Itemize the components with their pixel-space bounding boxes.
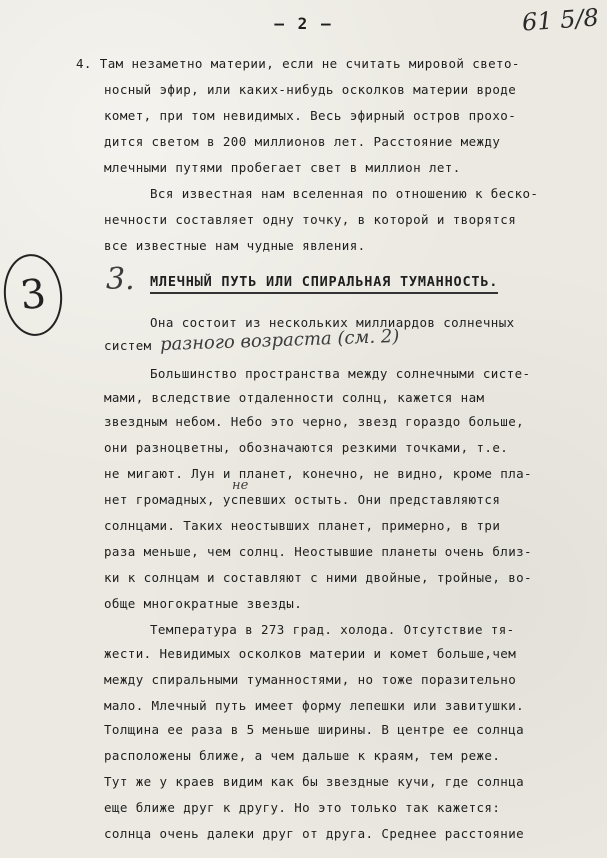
text-line: не мигают. Лун и планет, конечно, не видно, кроме пла-	[104, 466, 532, 481]
text-line: систем	[104, 338, 152, 353]
text-line: ки к солнцам и составляют с ними двойные, тройные, во-	[104, 570, 532, 585]
text-line: Вся известная нам вселенная по отношению к беско-	[150, 186, 539, 201]
text-line: звездным небом. Небо это черно, звезд гораздо больше,	[104, 414, 525, 429]
text-line: Большинство пространства между солнечными систе-	[150, 366, 531, 381]
text-line: расположены ближе, а чем дальше к краям, тем реже.	[104, 748, 501, 763]
text-line: солнцами. Таких неостывших планет, примерно, в три	[104, 518, 501, 533]
text-line: млечными путями пробегает свет в миллион лет.	[104, 160, 461, 175]
circled-section-mark: 3	[0, 251, 66, 339]
text-line: еще ближе друг к другу. Но это только так кажется:	[104, 800, 501, 815]
handwritten-section-number: 3.	[106, 262, 135, 297]
handwritten-insertion: разного возраста (см. 2)	[159, 325, 400, 356]
text-line: раза меньше, чем солнц. Неостывшие планеты очень близ-	[104, 544, 532, 559]
text-line: обще многократные звезды.	[104, 596, 303, 611]
text-line: нечности составляет одну точку, в которой и творятся	[104, 212, 517, 227]
text-line: между спиральными туманностями, но тоже поразительно	[104, 672, 517, 687]
text-line: комет, при том невидимых. Весь эфирный остров прохо-	[104, 108, 517, 123]
text-line: Температура в 273 град. холода. Отсутствие тя-	[150, 622, 515, 637]
text-line: солнца очень далеки друг от друга. Среднее расстояние	[104, 826, 525, 841]
text-line: Тут же у краев видим как бы звездные кучи, где солнца	[104, 774, 525, 789]
page-number: — 2 —	[274, 14, 333, 33]
text-line: Она состоит из нескольких миллиардов солнечных	[150, 315, 515, 330]
text-line: носный эфир, или каких-нибудь осколков материи вроде	[104, 82, 517, 97]
text-line: дится светом в 200 миллионов лет. Расстояние между	[104, 134, 501, 149]
handwritten-correction: не	[232, 478, 249, 493]
text-line: все известные нам чудные явления.	[104, 238, 366, 253]
text-line: нет громадных, успевших остыть. Они представляются	[104, 492, 501, 507]
text-line: мами, вследствие отдаленности солнц, кажется нам	[104, 390, 485, 405]
archive-mark: 61 5/8	[521, 3, 600, 37]
section-heading: МЛЕЧНЫЙ ПУТЬ ИЛИ СПИРАЛЬНАЯ ТУМАННОСТЬ.	[150, 274, 498, 294]
text-line: они разноцветны, обозначаются резкими точками, т.е.	[104, 440, 509, 455]
text-line: мало. Млечный путь имеет форму лепешки или завитушки.	[104, 698, 525, 713]
text-line: Толщина ее раза в 5 меньше ширины. В центре ее солнца	[104, 722, 525, 737]
text-line: жести. Невидимых осколков материи и комет больше,чем	[104, 646, 517, 661]
text-line: 4. Там незаметно материи, если не считать мировой свето-	[76, 56, 520, 71]
